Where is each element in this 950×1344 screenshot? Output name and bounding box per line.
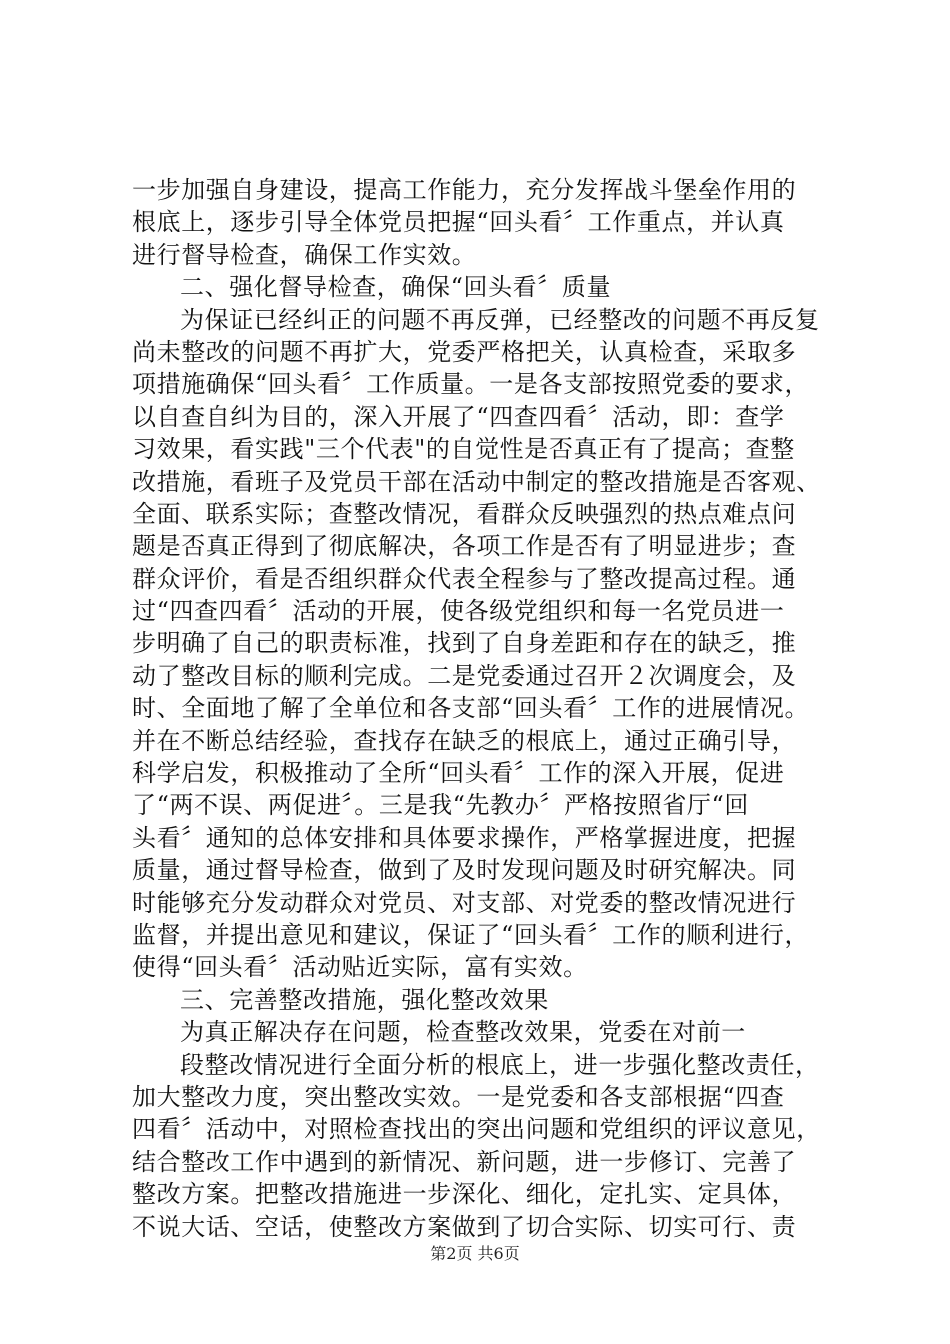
text-line: 四看〞活动中，对照检查找出的突出问题和党组织的评议意见， [132,1115,821,1144]
text-line: 结合整改工作中遇到的新情况、新问题，进一步修订、完善了 [132,1147,797,1176]
text-line: 不说大话、空话，使整改方案做到了切合实际、切实可行、责 [132,1212,797,1241]
text-line: 监督，并提出意见和建议，保证了“回头看〞工作的顺利进行， [132,920,810,949]
text-line: 全面、联系实际；查整改情况，看群众反映强烈的热点难点问 [132,499,797,528]
text-line: 题是否真正得到了彻底解决，各项工作是否有了明显进步；查 [132,532,797,561]
text-line: 改措施，看班子及党员干部在活动中制定的整改措施是否客观、 [132,467,821,496]
text-line: 使得“回头看〞活动贴近实际，富有实效。 [132,953,588,982]
text-line: 整改方案。把整改措施进一步深化、细化，定扎实、定具体， [132,1180,797,1209]
text-line: 根底上，逐步引导全体党员把握“回头看〞工作重点，并认真 [132,208,785,237]
text-line: 过“四查四看〞活动的开展，使各级党组织和每一名党员进一 [132,597,785,626]
text-line: 三、完善整改措施，强化整改效果 [180,985,549,1014]
text-line: 了“两不误、两促进〞。三是我“先教办〞严格按照省厅“回 [132,791,750,820]
text-line: 为保证已经纠正的问题不再反弹，已经整改的问题不再反复 [180,305,820,334]
text-line: 质量，通过督导检查，做到了及时发现问题及时研究解决。同 [132,856,797,885]
text-line: 加大整改力度，突出整改实效。一是党委和各支部根据“四查 [132,1082,785,1111]
text-line: 时、全面地了解了全单位和各支部“回头看〞工作的进展情况。 [132,694,810,723]
text-line: 项措施确保“回头看〞工作质量。一是各支部按照党委的要求， [132,370,810,399]
body-text [132,174,852,1243]
text-line: 段整改情况进行全面分析的根底上，进一步强化整改责任， [180,1050,820,1079]
text-line: 二、强化督导检查，确保“回头看〞质量 [180,273,612,302]
text-line: 并在不断总结经验，查找存在缺乏的根底上，通过正确引导， [132,726,797,755]
text-line: 以自查自纠为目的，深入开展了“四查四看〞活动，即：查学 [132,402,785,431]
text-line: 习效果，看实践"三个代表"的自觉性是否真正有了提高；查整 [132,435,795,464]
text-line: 进行督导检查，确保工作实效。 [132,240,477,269]
text-line: 一步加强自身建设，提高工作能力，充分发挥战斗堡垒作用的 [132,176,797,204]
text-line: 科学启发，积极推动了全所“回头看〞工作的深入开展，促进 [132,759,785,788]
text-line: 尚未整改的问题不再扩大，党委严格把关，认真检查，采取多 [132,337,797,366]
text-line: 为真正解决存在问题，检查整改效果，党委在对前一 [180,1018,746,1047]
text-line: 头看〞通知的总体安排和具体要求操作，严格掌握进度，把握 [132,823,797,852]
text-line: 动了整改目标的顺利完成。二是党委通过召开２次调度会，及 [132,661,797,690]
page-footer: 第2页 共6页 [430,1244,520,1263]
text-line: 步明确了自己的职责标准，找到了自身差距和存在的缺乏，推 [132,629,797,658]
text-line: 时能够充分发动群众对党员、对支部、对党委的整改情况进行 [132,888,797,917]
text-line: 群众评价，看是否组织群众代表全程参与了整改提高过程。通 [132,564,797,593]
